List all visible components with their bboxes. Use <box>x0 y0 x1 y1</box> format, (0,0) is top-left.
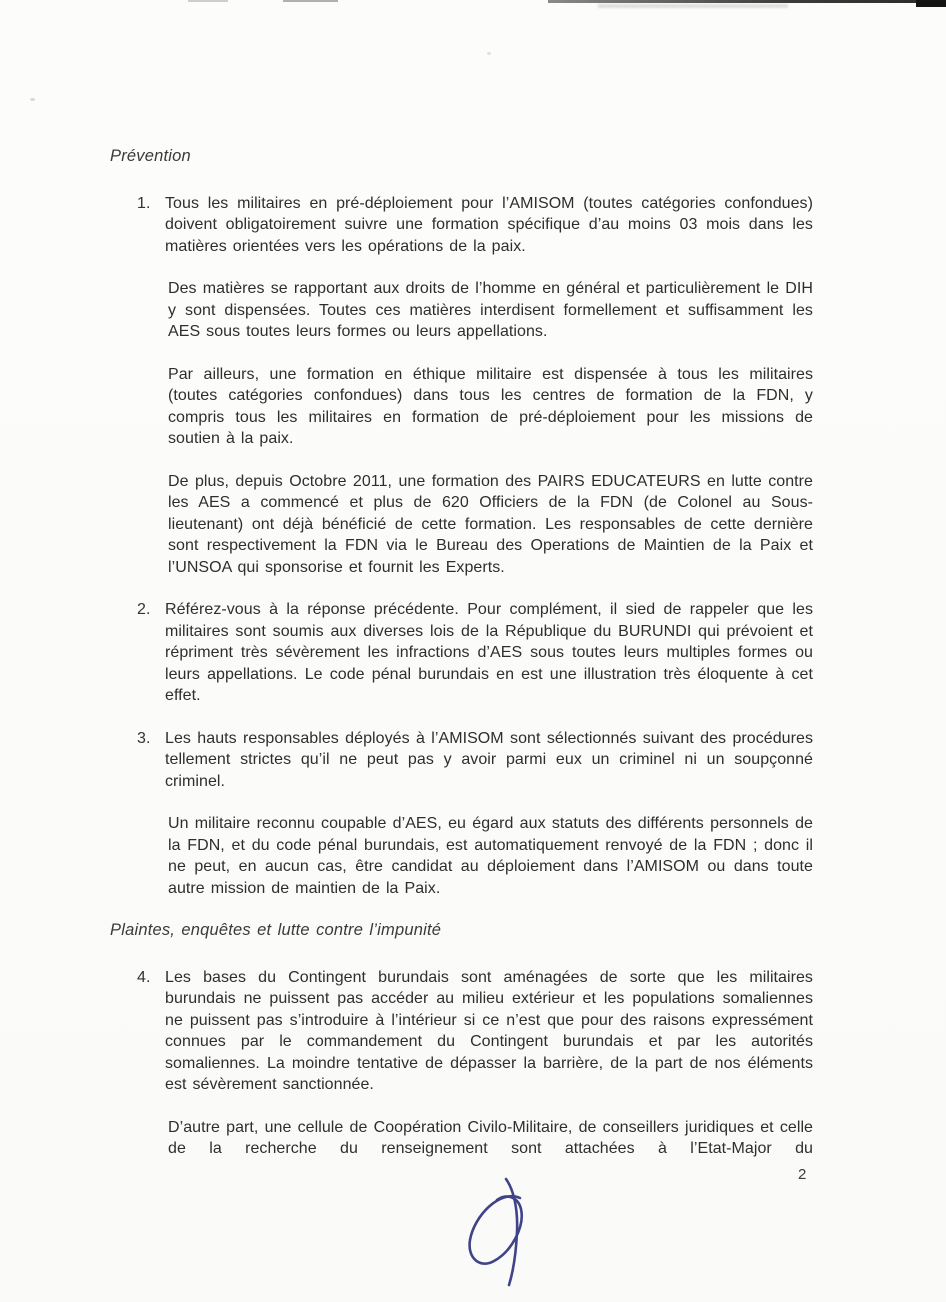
list-item-text: Les hauts responsables déployés à l’AMISOM sont sélectionnés suivant des procédures tellement strictes qu’il ne peut pas y avoir parmi eux un criminel ni un soupçonné criminel. <box>165 729 813 790</box>
scan-artifact-smudge <box>598 4 788 8</box>
list-item-1 <box>137 193 813 258</box>
paragraph: Par ailleurs, une formation en éthique militaire est dispensée à tous les militaires (toutes catégories confondues) dans tous les centres de formation de la FDN, y compris tous les militaires en formation de pré-déploiement pour les missions de soutien à la paix. <box>168 365 813 447</box>
list-item-4 <box>137 967 813 1096</box>
scan-speck <box>30 98 35 101</box>
section-heading-prevention: Prévention <box>110 147 191 165</box>
list-item-text: Tous les militaires en pré-déploiement pour l’AMISOM (toutes catégories confondues) doivent obligatoirement suivre une formation spécifique d’au moins 03 mois dans les matières orientées vers les opérations de la paix. <box>165 194 813 255</box>
paragraph: Des matières se rapportant aux droits de l’homme en général et particulièrement le DIH y sont dispensées. Toutes ces matières interdisent formellement et suffisamment les AES sous toutes leurs formes ou leurs appellations. <box>168 280 813 340</box>
scan-artifact-top-band <box>548 0 946 3</box>
signature-icon <box>448 1176 548 1288</box>
scan-speck <box>487 52 491 55</box>
paragraph: De plus, depuis Octobre 2011, une formation des PAIRS EDUCATEURS en lutte contre les AES a commencé et plus de 620 Officiers de la FDN (de Colonel au Sous-lieutenant) ont déjà bénéficié de cette formation. Les responsables de cette dernière sont respectivement la FDN via le Bureau des Operations de Maintien de la Paix et l’UNSOA qui sponsorise et fournit les Experts. <box>168 472 813 576</box>
paragraph: Un militaire reconnu coupable d’AES, eu égard aux statuts des différents personnels de la FDN, et du code pénal burundais, est automatiquement renvoyé de la FDN ; donc il ne peut, en aucun cas, être candidat au déploiement dans l’AMISOM ou dans toute autre mission de maintien de la Paix. <box>168 815 813 897</box>
scan-artifact-dash <box>283 0 338 2</box>
list-item-number: 1. <box>137 194 151 212</box>
page-number: 2 <box>798 1166 807 1183</box>
list-item-2 <box>137 599 813 707</box>
document-body <box>110 146 813 1181</box>
list-item-3 <box>137 728 813 793</box>
scan-artifact-dash <box>188 0 228 2</box>
list-item-number: 3. <box>137 729 151 747</box>
list-item-text: Les bases du Contingent burundais sont aménagées de sorte que les militaires burundais ne puissent pas accéder au milieu extérieur et les populations somaliennes ne puissent pas s’introduire à l’intérieur si ce n’est que pour des raisons expressément connues par le commandement du Contingent burundais et par les autorités somaliennes. La moindre tentative de dépasser la barrière, de la part de nos éléments est sévèrement sanctionnée. <box>165 968 813 1093</box>
section-heading-plaintes: Plaintes, enquêtes et lutte contre l’impunité <box>110 921 442 939</box>
list-item-text: Référez-vous à la réponse précédente. Pour complément, il sied de rappeler que les militaires sont soumis aux diverses lois de la République du BURUNDI qui prévoient et répriment très sévèrement les infractions d’AES sous toutes leurs multiples formes ou leurs appellations. Le code pénal burundais en est une illustration très éloquente à cet effet. <box>165 601 813 704</box>
scan-artifact-corner-block <box>916 0 946 7</box>
list-item-number: 4. <box>137 968 151 986</box>
list-item-number: 2. <box>137 601 151 618</box>
paragraph-continued: D’autre part, une cellule de Coopération Civilo-Militaire, de conseillers juridiques et celle de la recherche du renseignement sont attachées à l’Etat-Major du <box>168 1118 813 1157</box>
